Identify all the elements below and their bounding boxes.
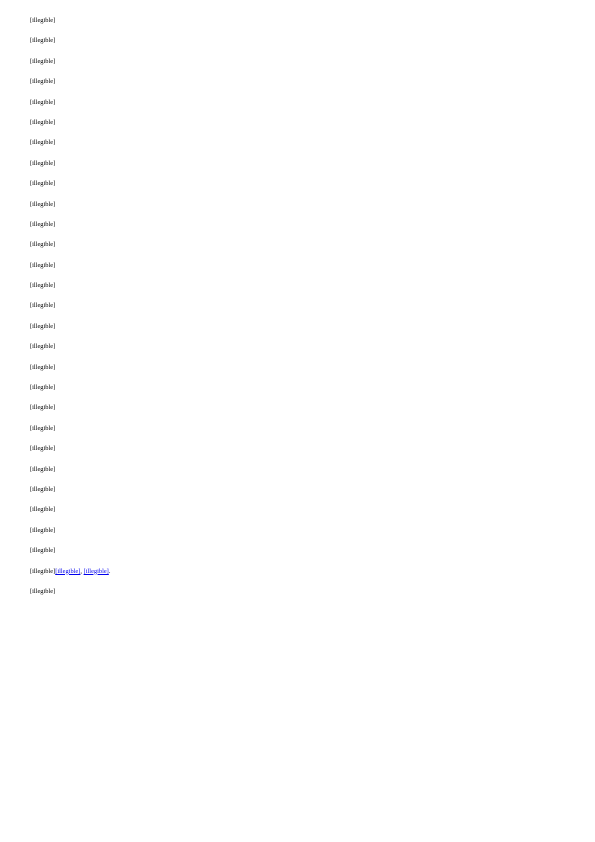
paragraph: [illegible] bbox=[30, 98, 56, 106]
paragraph: [illegible] bbox=[30, 241, 56, 249]
paragraph: [illegible] bbox=[30, 322, 56, 330]
paragraph: [illegible] bbox=[30, 57, 56, 65]
paragraph: [illegible] bbox=[30, 485, 56, 493]
paragraph: [illegible] bbox=[30, 506, 56, 514]
paragraph: [illegible] bbox=[30, 17, 56, 24]
paragraph: [illegible] bbox=[30, 220, 56, 228]
paragraph: [illegible] bbox=[30, 404, 56, 412]
paragraph: [illegible] bbox=[30, 118, 56, 126]
paragraph: [illegible] bbox=[30, 200, 56, 208]
paragraph: [illegible] bbox=[30, 139, 56, 147]
appendix-link[interactable]: [illegible] bbox=[55, 567, 81, 575]
paragraph: [illegible] bbox=[30, 445, 56, 453]
figure-link[interactable]: [illegible] bbox=[83, 567, 109, 575]
paragraph: [illegible] bbox=[30, 261, 56, 269]
paragraph-links bbox=[30, 567, 565, 577]
paragraph: [illegible] bbox=[30, 159, 56, 167]
paragraph: [illegible] bbox=[30, 465, 56, 473]
paragraph: [illegible] bbox=[30, 526, 56, 534]
paragraph: [illegible] bbox=[30, 384, 56, 392]
paragraph: [illegible] bbox=[30, 282, 56, 290]
paragraph: [illegible] bbox=[30, 78, 56, 86]
paragraph: [illegible] bbox=[30, 343, 56, 351]
paragraph: [illegible] bbox=[30, 363, 56, 371]
paragraph: [illegible] bbox=[30, 547, 56, 555]
links-prefix: [illegible] bbox=[30, 567, 56, 575]
links-suffix: . bbox=[108, 567, 111, 575]
paragraph: [illegible] bbox=[30, 180, 56, 188]
paragraph: [illegible] bbox=[30, 37, 56, 45]
paragraph: [illegible] bbox=[30, 424, 56, 432]
paragraph: [illegible] bbox=[30, 302, 56, 310]
links-separator: , bbox=[80, 567, 84, 575]
paragraph-last: [illegible] bbox=[30, 587, 56, 595]
paragraph-list bbox=[30, 16, 565, 556]
